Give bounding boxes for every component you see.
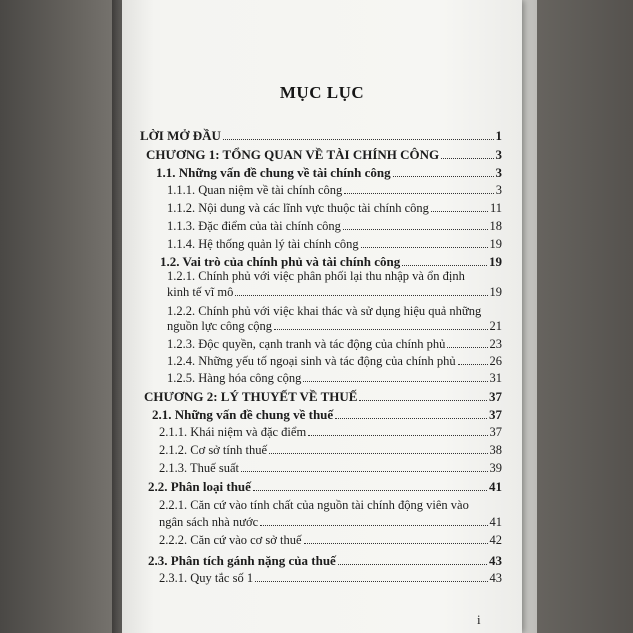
dot-leader <box>308 435 487 436</box>
toc-page-number: 26 <box>489 354 502 368</box>
toc-page-number: 43 <box>489 553 502 568</box>
toc-page-number: 19 <box>489 254 502 269</box>
toc-entry-text: 2.3.1. Quy tắc số 1 <box>159 571 254 585</box>
dot-leader <box>343 229 488 230</box>
dot-leader <box>402 265 487 266</box>
toc-entry-1-2-2-cont <box>167 318 502 335</box>
toc-entry-2-3-1 <box>159 570 502 587</box>
toc-entry-text: 1.2. Vai trò của chính phủ và tài chính công <box>160 254 401 269</box>
toc-entry-2-1-1 <box>159 424 502 441</box>
toc-page-number: 21 <box>489 319 502 333</box>
toc-entry-text: CHƯƠNG 2: LÝ THUYẾT VỀ THUẾ <box>144 389 358 404</box>
toc-page-number: 3 <box>495 183 502 197</box>
toc-entry-text: 2.2.2. Căn cứ vào cơ sở thuế <box>159 533 302 547</box>
toc-entry-1-2-4 <box>167 353 502 370</box>
toc-entry-2-1-3 <box>159 460 502 477</box>
toc-entry-text: kinh tế vĩ mô <box>167 285 234 299</box>
toc-entry-1-1-1 <box>167 182 502 199</box>
toc-entry-text: 1.2.1. Chính phủ với việc phân phối lại thu nhập và ổn định <box>167 269 465 283</box>
dot-leader <box>269 453 487 454</box>
toc-entry-text: 1.1.4. Hệ thống quản lý tài chính công <box>167 237 359 251</box>
toc-page-number: 41 <box>489 515 502 529</box>
toc-page-number: 18 <box>489 219 502 233</box>
toc-entry-text: 1.2.4. Những yếu tố ngoại sinh và tác động của chính phủ <box>167 354 456 368</box>
toc-page-number: 37 <box>489 425 502 439</box>
dot-leader <box>304 543 488 544</box>
toc-page-number: 41 <box>489 479 502 494</box>
dot-leader <box>458 364 488 365</box>
toc-page-number: 43 <box>489 571 502 585</box>
dot-leader <box>274 329 487 330</box>
toc-entry-text: 1.1.1. Quan niệm về tài chính công <box>167 183 343 197</box>
toc-entry-text: nguồn lực công cộng <box>167 319 273 333</box>
toc-entry-text: 1.1. Những vấn đề chung về tài chính công <box>156 165 391 180</box>
toc-page-number: 23 <box>489 337 502 351</box>
toc-entry-text: 2.3. Phân tích gánh nặng của thuế <box>148 553 336 568</box>
dot-leader <box>338 564 487 565</box>
page-title: MỤC LỤC <box>279 83 365 102</box>
book-page <box>122 0 522 633</box>
dot-leader <box>344 193 493 194</box>
toc-entry-2-1-2 <box>159 442 502 459</box>
dot-leader <box>447 347 487 348</box>
toc-page-number: 39 <box>489 461 502 475</box>
toc-page-number: 19 <box>489 285 502 299</box>
toc-entry-chapter-1 <box>146 146 502 163</box>
toc-page-number: 31 <box>489 371 502 385</box>
toc-page-number: 3 <box>495 147 502 162</box>
toc-page-number: 42 <box>489 533 502 547</box>
toc-entry-section-1-1 <box>156 164 502 181</box>
toc-page-number: 19 <box>489 237 502 251</box>
dot-leader <box>361 247 488 248</box>
toc-page-number: 38 <box>489 443 502 457</box>
toc-entry-text: 1.1.3. Đặc điểm của tài chính công <box>167 219 341 233</box>
toc-entry-text: 2.1. Những vấn đề chung về thuế <box>152 407 334 422</box>
dot-leader <box>253 490 487 491</box>
toc-entry-section-2-2 <box>148 478 502 495</box>
dot-leader <box>335 418 487 419</box>
toc-entry-text: 2.2.1. Căn cứ vào tính chất của nguồn tài chính động viên vào <box>159 498 469 512</box>
toc-entry-text: 2.2. Phân loại thuế <box>148 479 251 494</box>
toc-entry-2-2-1-cont <box>159 514 502 531</box>
dot-leader <box>223 139 494 140</box>
dot-leader <box>260 525 487 526</box>
toc-entry-preface <box>140 127 502 144</box>
dot-leader <box>393 176 494 177</box>
toc-page-number: 3 <box>495 165 502 180</box>
toc-entry-1-2-3 <box>167 336 502 353</box>
dot-leader <box>431 211 488 212</box>
toc-page-number: 1 <box>495 128 502 143</box>
toc-entry-section-2-1 <box>152 406 502 423</box>
toc-entry-text: 1.2.3. Độc quyền, cạnh tranh và tác động của chính phủ <box>167 337 446 351</box>
toc-page-number: 11 <box>489 201 502 215</box>
toc-entry-1-2-1-cont <box>167 284 502 301</box>
toc-entry-text: 1.2.2. Chính phủ với việc khai thác và sử dụng hiệu quả những <box>167 304 482 318</box>
toc-entry-text: CHƯƠNG 1: TỔNG QUAN VỀ TÀI CHÍNH CÔNG <box>146 147 440 162</box>
dot-leader <box>441 158 493 159</box>
toc-entry-text: 2.1.2. Cơ sở tính thuế <box>159 443 268 457</box>
toc-entry-text: 1.2.5. Hàng hóa công cộng <box>167 371 302 385</box>
toc-entry-1-1-4 <box>167 236 502 253</box>
toc-entry-text: 2.1.1. Khái niệm và đặc điểm <box>159 425 307 439</box>
dot-leader <box>303 381 487 382</box>
toc-entry-text: LỜI MỞ ĐẦU <box>140 128 221 143</box>
toc-entry-chapter-2 <box>144 388 502 405</box>
toc-entry-text: 2.1.3. Thuế suất <box>159 461 239 475</box>
toc-entry-1-1-2 <box>167 200 502 217</box>
toc-entry-2-2-2 <box>159 532 502 549</box>
toc-entry-text: 1.1.2. Nội dung và các lĩnh vực thuộc tài chính công <box>167 201 429 215</box>
dot-leader <box>235 295 487 296</box>
dot-leader <box>255 581 487 582</box>
toc-entry-section-2-3 <box>148 552 502 569</box>
dot-leader <box>359 400 487 401</box>
toc-entry-2-2-1 <box>159 497 502 514</box>
toc-entry-1-2-1 <box>167 268 502 285</box>
toc-entry-text: ngân sách nhà nước <box>159 515 259 529</box>
dot-leader <box>241 471 488 472</box>
toc-page-number: 37 <box>489 407 502 422</box>
toc-page-number: 37 <box>489 389 502 404</box>
desk-background-left <box>0 0 128 633</box>
page-number-roman: i <box>477 612 481 627</box>
toc-entry-1-2-5 <box>167 370 502 387</box>
toc-entry-1-1-3 <box>167 218 502 235</box>
